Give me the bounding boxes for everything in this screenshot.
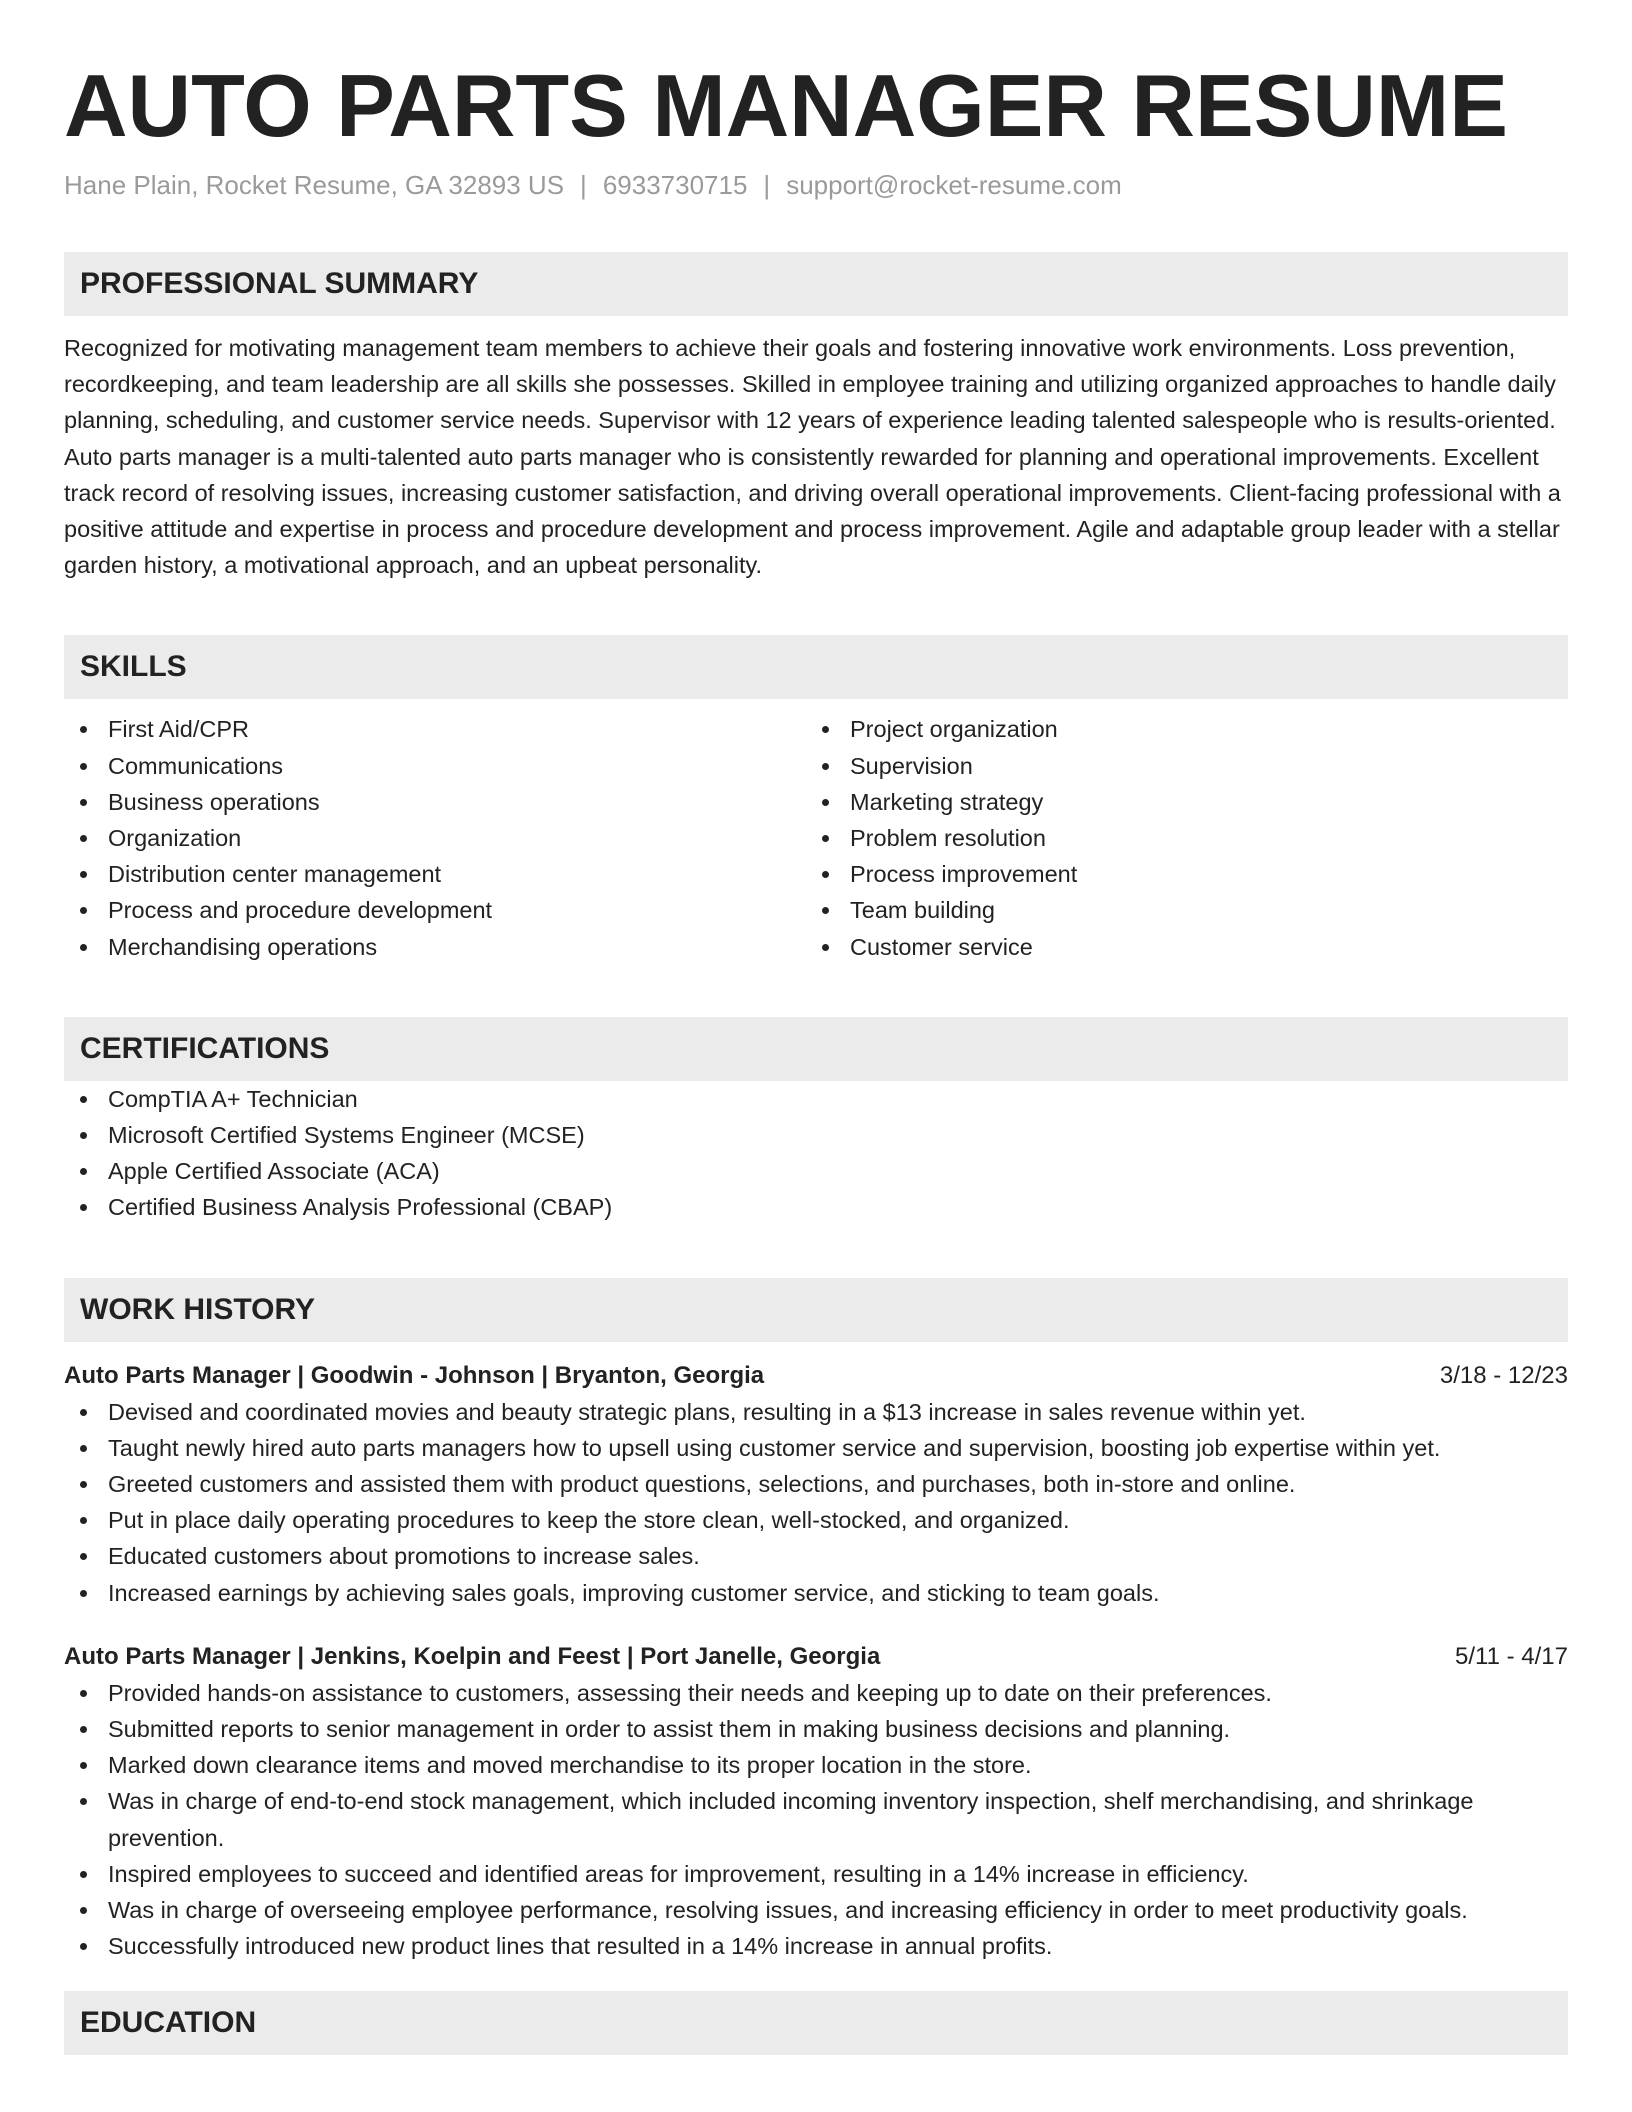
job-bullet: Marked down clearance items and moved merchandise to its proper location in the store. <box>64 1747 1568 1783</box>
job-bullet: Educated customers about promotions to increase sales. <box>64 1538 1568 1574</box>
job-bullet: Devised and coordinated movies and beauty strategic plans, resulting in a $13 increase in sales revenue within yet. <box>64 1394 1568 1430</box>
skill-item: First Aid/CPR <box>64 711 806 747</box>
job-bullet: Greeted customers and assisted them with product questions, selections, and purchases, both in-store and online. <box>64 1466 1568 1502</box>
skill-item: Business operations <box>64 784 806 820</box>
skill-item: Customer service <box>806 929 1548 965</box>
certification-item: Apple Certified Associate (ACA) <box>64 1153 1568 1189</box>
summary-heading: PROFESSIONAL SUMMARY <box>64 252 1568 316</box>
resume-title: AUTO PARTS MANAGER RESUME <box>64 56 1508 155</box>
job-bullet: Was in charge of end-to-end stock management, which included incoming inventory inspection, shelf merchandising, and shrinkage prevention. <box>64 1783 1568 1855</box>
skill-item: Process and procedure development <box>64 892 806 928</box>
resume-page <box>64 0 1568 2055</box>
job-bullet: Provided hands-on assistance to customers, assessing their needs and keeping up to date on their preferences. <box>64 1675 1568 1711</box>
certifications-heading: CERTIFICATIONS <box>64 1017 1568 1081</box>
job-header <box>64 1639 1568 1675</box>
skill-item: Merchandising operations <box>64 929 806 965</box>
work-history-heading: WORK HISTORY <box>64 1278 1568 1342</box>
job-bullet: Put in place daily operating procedures to keep the store clean, well-stocked, and organized. <box>64 1502 1568 1538</box>
contact-phone: 6933730715 <box>602 170 748 200</box>
skill-item: Distribution center management <box>64 856 806 892</box>
skill-item: Process improvement <box>806 856 1548 892</box>
certification-item: CompTIA A+ Technician <box>64 1081 1568 1117</box>
skill-item: Project organization <box>806 711 1548 747</box>
contact-email: support@rocket-resume.com <box>786 170 1122 200</box>
job-bullets <box>64 1675 1568 1965</box>
contact-separator: | <box>763 170 771 200</box>
job-bullet: Was in charge of overseeing employee performance, resolving issues, and increasing efficiency in order to meet productivity goals. <box>64 1892 1568 1928</box>
job-title: Auto Parts Manager | Jenkins, Koelpin and Feest | Port Janelle, Georgia <box>64 1642 881 1670</box>
job-bullet: Successfully introduced new product lines that resulted in a 14% increase in annual profits. <box>64 1928 1568 1964</box>
contact-line <box>64 168 1568 202</box>
job-bullet: Submitted reports to senior management in order to assist them in making business decisions and planning. <box>64 1711 1568 1747</box>
certification-item: Microsoft Certified Systems Engineer (MCSE) <box>64 1117 1568 1153</box>
skills-heading: SKILLS <box>64 635 1568 699</box>
education-heading: EDUCATION <box>64 1991 1568 2055</box>
skill-item: Problem resolution <box>806 820 1548 856</box>
skill-item: Team building <box>806 892 1548 928</box>
certifications-list <box>64 1081 1568 1226</box>
skill-item: Communications <box>64 748 806 784</box>
skills-right-column <box>806 711 1548 964</box>
job-bullet: Increased earnings by achieving sales goals, improving customer service, and sticking to team goals. <box>64 1575 1568 1611</box>
skill-item: Marketing strategy <box>806 784 1548 820</box>
job-dates: 3/18 - 12/23 <box>1439 1361 1568 1389</box>
job-entry <box>64 1639 1568 1965</box>
contact-separator: | <box>580 170 587 200</box>
skills-list-left <box>64 711 806 964</box>
job-bullet: Taught newly hired auto parts managers how to upsell using customer service and supervision, boosting job expertise within yet. <box>64 1430 1568 1466</box>
job-dates: 5/11 - 4/17 <box>1455 1642 1568 1670</box>
skills-grid <box>64 711 1568 964</box>
job-title: Auto Parts Manager | Goodwin - Johnson | Bryanton, Georgia <box>64 1361 765 1389</box>
skill-item: Supervision <box>806 748 1548 784</box>
contact-address: Hane Plain, Rocket Resume, GA 32893 US <box>64 170 565 200</box>
job-entry <box>64 1358 1568 1611</box>
job-bullet: Inspired employees to succeed and identified areas for improvement, resulting in a 14% increase in efficiency. <box>64 1856 1568 1892</box>
skills-list-right <box>806 711 1548 964</box>
job-header <box>64 1358 1568 1394</box>
skill-item: Organization <box>64 820 806 856</box>
skills-left-column <box>64 711 806 964</box>
job-bullets <box>64 1394 1568 1611</box>
summary-text: Recognized for motivating management team members to achieve their goals and fostering innovative work environments. Loss prevention, recordkeeping, and team leadership are all skills she possesses. Skilled in employee training and utilizing organized approaches to handle daily planning, scheduling, and customer service needs. Supervisor with 12 years of experience leading talented salespeople who is results-oriented. Auto parts manager is a multi-talented auto parts manager who is consistently rewarded for planning and operational improvements. Excellent track record of resolving issues, increasing customer satisfaction, and driving overall operational improvements. Client-facing professional with a positive attitude and expertise in process and procedure development and process improvement. Agile and adaptable group leader with a stellar garden history, a motivational approach, and an upbeat personality. <box>64 335 1561 579</box>
certification-item: Certified Business Analysis Professional (CBAP) <box>64 1189 1568 1225</box>
